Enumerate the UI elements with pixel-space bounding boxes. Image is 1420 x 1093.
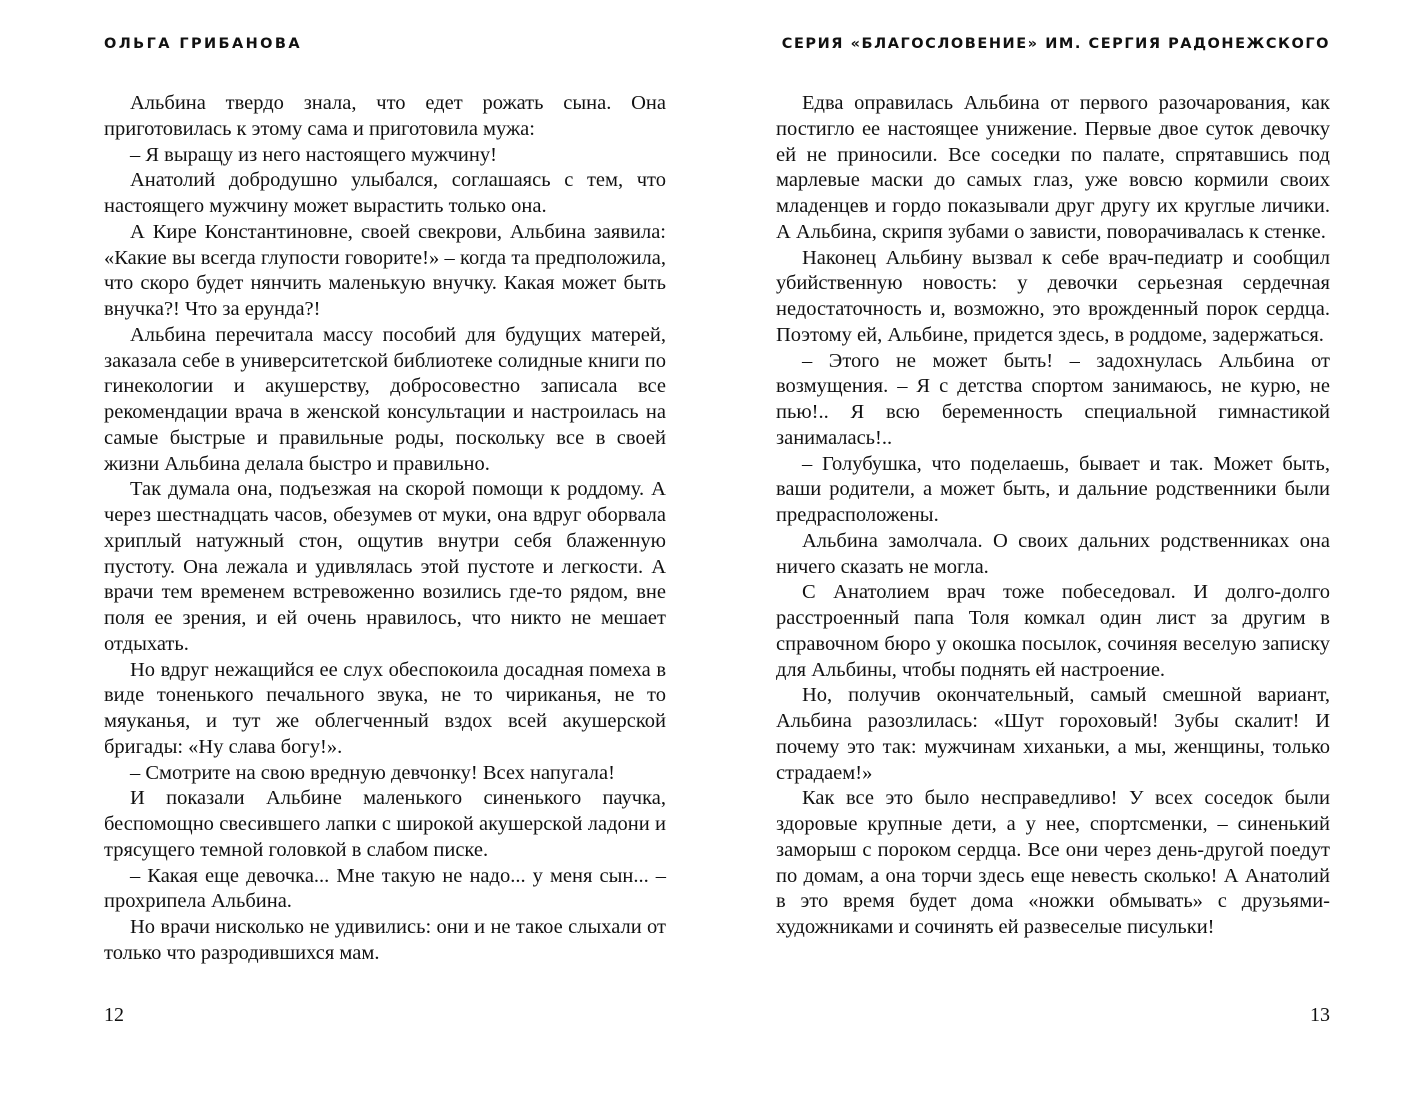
paragraph: С Анатолием врач тоже побеседовал. И долго-долго расстроенный папа Толя комкал один лист за другим в справочном бюро у окошка посылок, сочиняя веселую записку для Альбины, чтобы поднять ей настроение. (776, 581, 1330, 681)
paragraph: Так думала она, подъезжая на скорой помощи к роддому. А через шестнадцать часов, обезумев от муки, она вдруг оборвала хриплый натужный стон, ощутив внутри себя блаженную пустоту. Она лежала и удивлялась этой пустоте и легкости. А врачи тем временем встревоженно возились где-то рядом, вне поля ее зрения, и ей очень нравилось, что никто не мешает отдыхать. (104, 478, 666, 655)
paragraph: – Смотрите на свою вредную девчонку! Всех напугала! (130, 761, 615, 784)
right-page-number: 13 (1310, 1004, 1330, 1026)
paragraph: Но врачи нисколько не удивились: они и не такое слыхали от только что разродившихся мам. (104, 916, 666, 964)
paragraph: Едва оправилась Альбина от первого разочарования, как постигло ее настоящее унижение. Первые двое суток девочку ей не приносили. Все соседки по палате, спрятавшись под марлевые маски до самых глаз, уже вовсю кормили своих младенцев и гордо показывали друг другу их круглые личики. А Альбина, скрипя зубами о зависти, поворачивалась к стенке. (776, 92, 1330, 243)
left-running-head: ОЛЬГА ГРИБАНОВА (104, 36, 302, 52)
paragraph: – Голубушка, что поделаешь, бывает и так. Может быть, ваши родители, а может быть, и дальние родственники были предрасположены. (776, 452, 1330, 526)
paragraph: Альбина перечитала массу пособий для будущих матерей, заказала себе в университетской библиотеке солидные книги по гинекологии и акушерству, добросовестно записала все рекомендации врача в женской консультации и настроилась на самые быстрые и правильные роды, поскольку все в своей жизни Альбина делала быстро и правильно. (104, 323, 666, 475)
paragraph: Альбина твердо знала, что едет рожать сына. Она приготовилась к этому сама и приготовила мужа: (104, 92, 666, 140)
paragraph: Наконец Альбину вызвал к себе врач-педиатр и сообщил убийственную новость: у девочки серьезная сердечная недостаточность и, возможно, это врожденный порок сердца. Поэтому ей, Альбине, придется здесь, в роддоме, задержаться. (776, 246, 1330, 346)
paragraph: – Этого не может быть! – задохнулась Альбина от возмущения. – Я с детства спортом занимаюсь, не курю, не пью!.. Я всю беременность специальной гимнастикой занималась!.. (776, 349, 1330, 449)
paragraph: Но вдруг нежащийся ее слух обеспокоила досадная помеха в виде тоненького печального звука, не то чириканья, не то мяуканья, и тут же облегченный вздох всей акушерской бригады: «Ну слава богу!». (104, 658, 666, 758)
left-body-text (104, 91, 666, 967)
right-body-text (776, 91, 1330, 941)
right-page (776, 0, 1330, 1093)
paragraph: Как все это было несправедливо! У всех соседок были здоровые крупные дети, а у нее, спортсменки, – синенький заморыш с пороком сердца. Все они через день-другой поедут по домам, а она торчи здесь еще невесть сколько! А Анатолий в это время будет дома «ножки обмывать» с друзьями-художниками и сочинять ей развеселые писульки! (776, 787, 1330, 938)
paragraph: – Какая еще девочка... Мне такую не надо... у меня сын... – прохрипела Альбина. (104, 864, 666, 913)
paragraph: – Я выращу из него настоящего мужчину! (130, 143, 497, 166)
paragraph: Анатолий добродушно улыбался, соглашаясь с тем, что настоящего мужчину может вырастить только она. (104, 169, 666, 217)
left-page (104, 0, 666, 1093)
paragraph: И показали Альбине маленького синенького паучка, беспомощно свесившего лапки с широкой акушерской ладони и трясущего темной головкой в слабом писке. (104, 787, 666, 861)
left-page-number: 12 (104, 1004, 124, 1026)
paragraph: А Кире Константиновне, своей свекрови, Альбина заявила: «Какие вы всегда глупости говорите!» – когда та предположила, что скоро будет нянчить маленькую внучку. Какая может быть внучка?! Что за ерунда?! (104, 220, 666, 320)
right-running-head: СЕРИЯ «БЛАГОСЛОВЕНИЕ» ИМ. СЕРГИЯ РАДОНЕЖСКОГО (781, 36, 1330, 52)
paragraph: Альбина замолчала. О своих дальних родственниках она ничего сказать не могла. (776, 529, 1330, 578)
paragraph: Но, получив окончательный, самый смешной вариант, Альбина разозлилась: «Шут гороховый! Зубы скалит! И почему это так: мужчинам хиханьки, а мы, женщины, только страдаем!» (776, 684, 1330, 784)
